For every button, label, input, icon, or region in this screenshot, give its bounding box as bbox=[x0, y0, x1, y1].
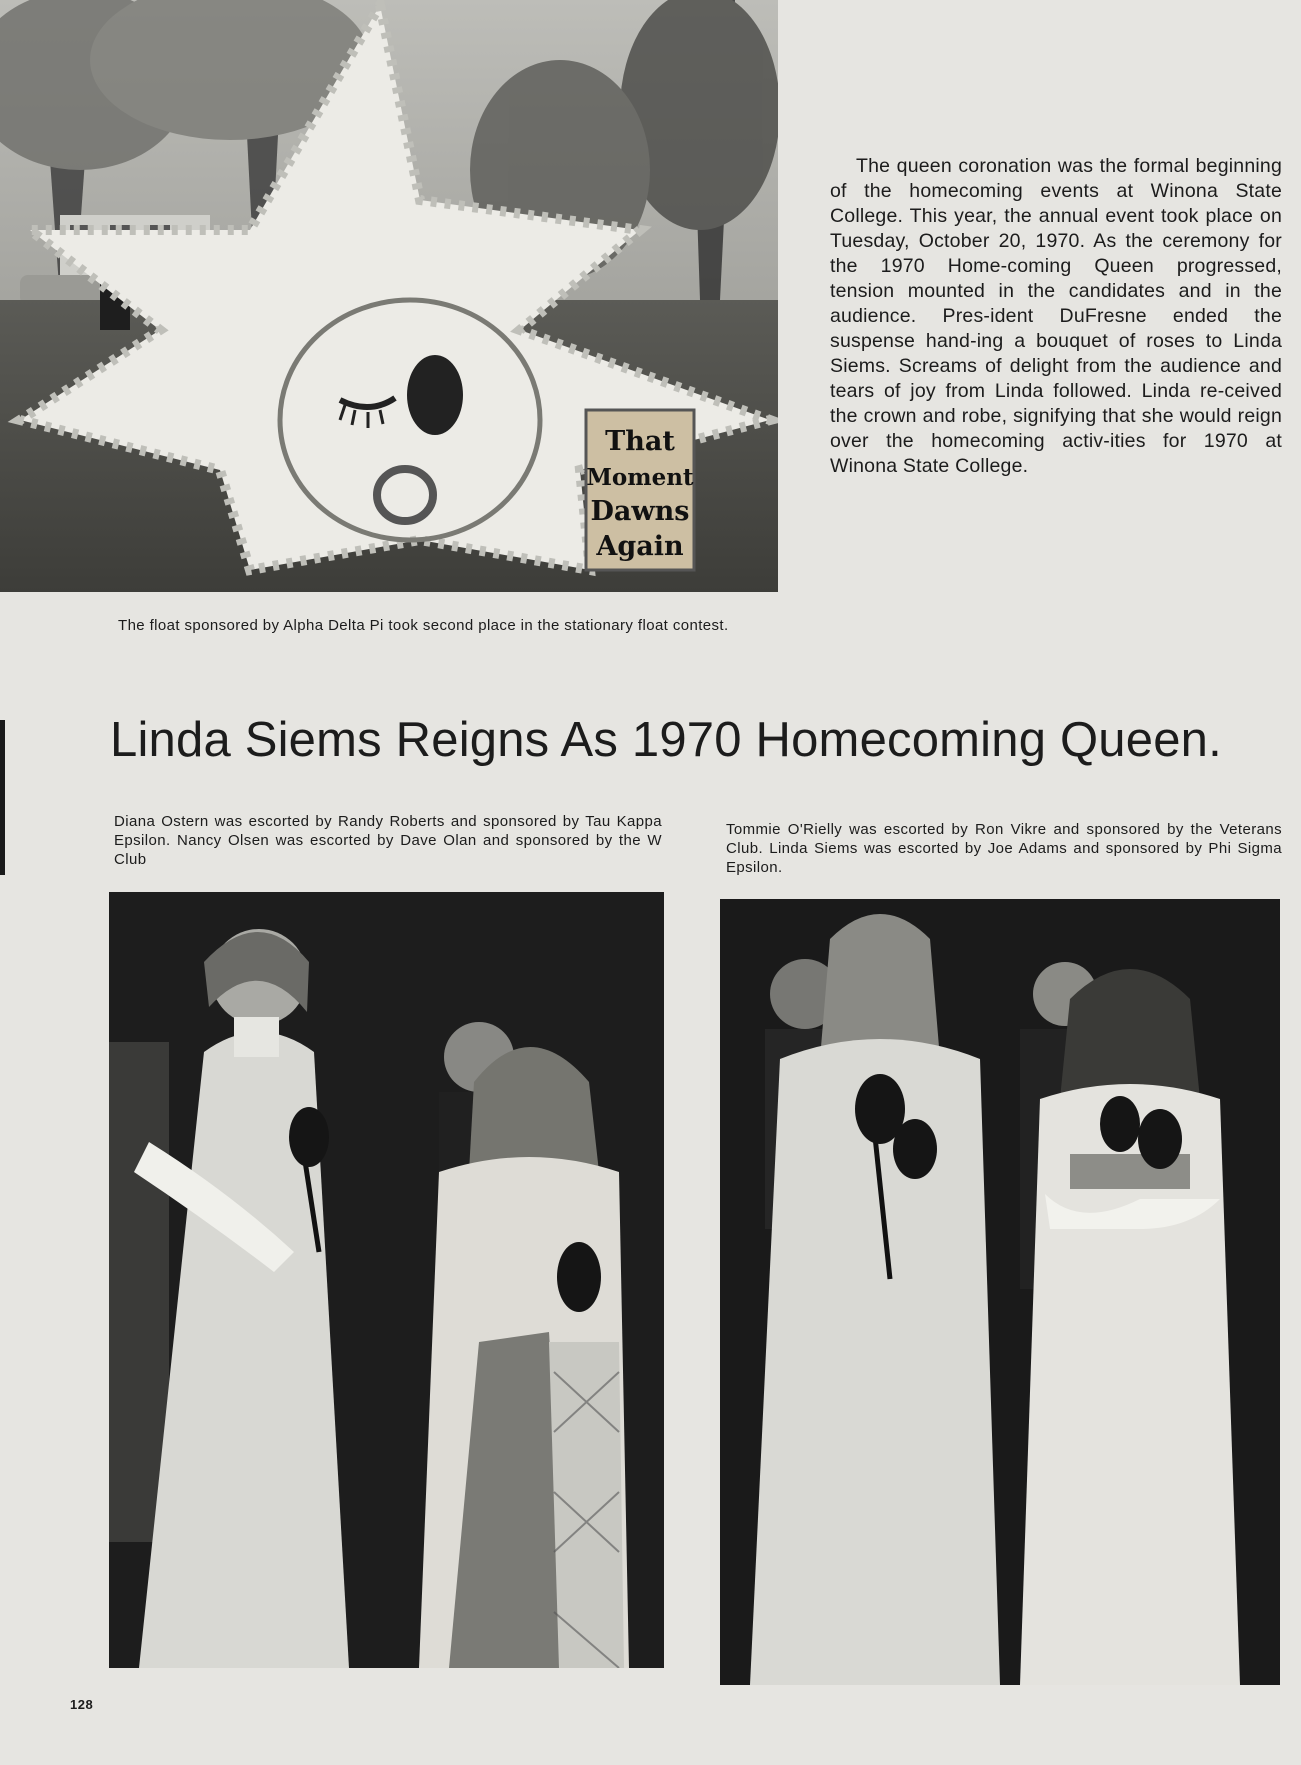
candidates-photo-left-image bbox=[109, 892, 664, 1668]
page-headline: Linda Siems Reigns As 1970 Homecoming Queen. bbox=[110, 713, 1222, 767]
intro-paragraph-text: The queen coronation was the formal beginning of the homecoming events at Winona State College. This year, the annual event took place on Tuesday, October 20, 1970. As the ceremony for the 1970 Home-coming Queen progressed, tension mounted in the candidates and in the audience. Pres-ident DuFresne ended the suspense hand-ing a bouquet of roses to Linda Siems. Screams of delight from the audience and tears of joy from Linda followed. Linda re-ceived the crown and robe, signifying that she would reign over the homecoming activ-ities for 1970 at Winona State College. bbox=[830, 155, 1282, 477]
intro-paragraph bbox=[830, 154, 1282, 479]
left-photo-caption: Diana Ostern was escorted by Randy Roberts and sponsored by Tau Kappa Epsilon. Nancy Olsen was escorted by Dave Olan and sponsored by the W Club bbox=[114, 813, 662, 868]
right-photo-caption: Tommie O'Rielly was escorted by Ron Vikre and sponsored by the Veterans Club. Linda Siems was escorted by Joe Adams and sponsored by Phi Sigma Epsilon. bbox=[726, 821, 1282, 876]
float-photo bbox=[0, 0, 778, 592]
float-photo-caption: The float sponsored by Alpha Delta Pi took second place in the stationary float contest. bbox=[118, 617, 729, 634]
page-edge-bar-middle bbox=[0, 720, 5, 875]
candidates-photo-left bbox=[109, 892, 664, 1668]
candidates-photo-right-image bbox=[720, 899, 1280, 1685]
sign-line-3: Dawns bbox=[590, 496, 690, 527]
sign-line-4: Again bbox=[596, 531, 684, 562]
sign-line-1: That bbox=[605, 426, 675, 457]
candidates-photo-right bbox=[720, 899, 1280, 1685]
page-number: 128 bbox=[70, 1697, 94, 1712]
float-photo-image bbox=[0, 0, 778, 592]
sign-line-2: Moment bbox=[586, 464, 694, 491]
